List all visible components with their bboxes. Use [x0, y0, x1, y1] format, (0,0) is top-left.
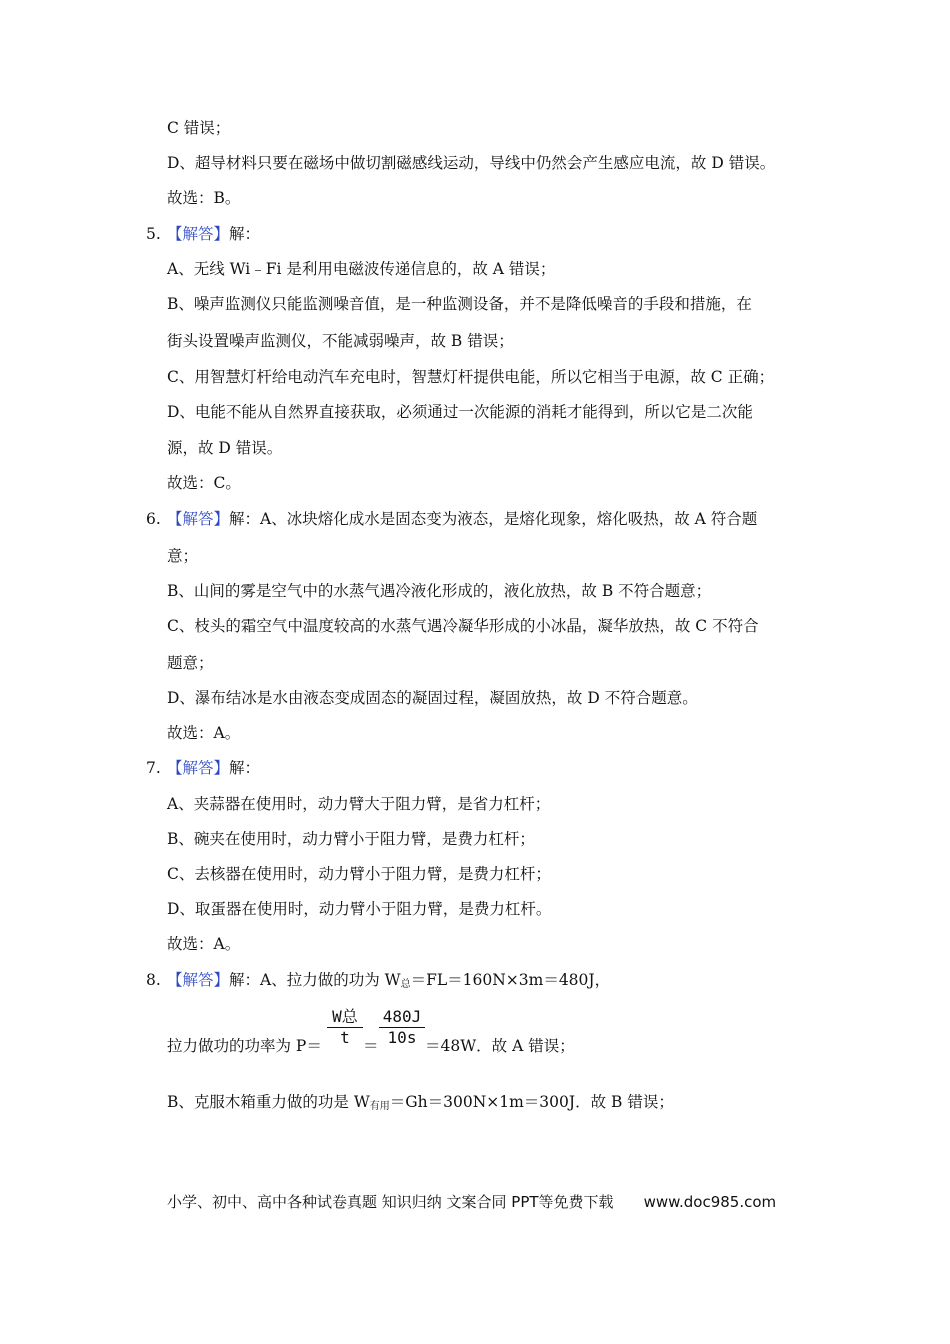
question-7-heading: 【解答】解： — [167, 759, 261, 777]
text-line: C、枝头的霜空气中温度较高的水蒸气遇冷凝华形成的小冰晶，凝华放热，故 C 不符合 — [167, 617, 759, 635]
question-number: 5. — [146, 225, 161, 243]
text-line: D、电能不能从自然界直接获取，必须通过一次能源的消耗才能得到，所以它是二次能 — [167, 403, 753, 421]
page-footer — [167, 1191, 776, 1212]
answer-line: 故选：C。 — [167, 474, 241, 492]
text-line: 意； — [167, 547, 199, 565]
answer-line: 故选：A。 — [167, 724, 241, 742]
answer-tag: 【解答】 — [167, 759, 230, 777]
question-5-heading: 【解答】解： — [167, 225, 261, 243]
question-6-heading: 【解答】解：A、冰块熔化成水是固态变为液态，是熔化现象，熔化吸热，故 A 符合题 — [167, 510, 758, 528]
text-line: B、噪声监测仪只能监测噪音值，是一种监测设备，并不是降低噪音的手段和措施，在 — [167, 295, 752, 313]
text-line: 街头设置噪声监测仪，不能减弱噪声，故 B 错误； — [167, 332, 514, 350]
formula-fraction: W总 t — [327, 1007, 363, 1048]
text-line: D、瀑布结冰是水由液态变成固态的凝固过程，凝固放热，故 D 不符合题意。 — [167, 689, 698, 707]
answer-line: 故选：A。 — [167, 935, 241, 953]
text-line: C、去核器在使用时，动力臂小于阻力臂，是费力杠杆； — [167, 865, 551, 883]
footer-url[interactable]: www.doc985.com — [643, 1193, 777, 1211]
text-line: C、用智慧灯杆给电动汽车充电时，智慧灯杆提供电能，所以它相当于电源，故 C 正确； — [167, 368, 775, 386]
text-line: 源，故 D 错误。 — [167, 439, 283, 457]
answer-tag: 【解答】 — [167, 225, 230, 243]
text-line: A、夹蒜器在使用时，动力臂大于阻力臂，是省力杠杆； — [167, 795, 551, 813]
text-line: ＝48W．故 A 错误； — [425, 1037, 575, 1055]
text-line: 题意； — [167, 654, 214, 672]
equals-sign: ＝ — [363, 1037, 379, 1055]
answer-line: 故选：B。 — [167, 189, 241, 207]
question-number: 7. — [146, 759, 161, 777]
text-line: D、取蛋器在使用时，动力臂小于阻力臂，是费力杠杆。 — [167, 900, 552, 918]
answer-tag: 【解答】 — [167, 971, 230, 989]
question-number: 6. — [146, 510, 161, 528]
question-number: 8. — [146, 971, 161, 989]
question-8-heading: 【解答】解：A、拉力做的功为 $W_总=FL=160N\times 3m=480J$， — [167, 971, 611, 990]
text-line: A、无线 Wi﹣Fi 是利用电磁波传递信息的，故 A 错误； — [167, 260, 556, 278]
text-line: B、碗夹在使用时，动力臂小于阻力臂，是费力杠杆； — [167, 830, 535, 848]
answer-tag: 【解答】 — [167, 510, 230, 528]
text-line: 拉力做功的功率为 P＝ — [167, 1037, 322, 1055]
text-line: B、山间的雾是空气中的水蒸气遇冷液化形成的，液化放热，故 B 不符合题意； — [167, 582, 712, 600]
text-line: D、超导材料只要在磁场中做切割磁感线运动，导线中仍然会产生感应电流，故 D 错误。 — [167, 154, 776, 172]
text-line: B、克服木箱重力做的功是 $W_{有用}=Gh=300N\times 1m=300J$．故 B 错误； — [167, 1093, 674, 1112]
footer-text: 小学、初中、高中各种试卷真题 知识归纳 文案合同 PPT等免费下载 — [167, 1193, 614, 1211]
text-line: C 错误； — [167, 119, 231, 137]
formula-fraction: 480J 10s — [379, 1007, 425, 1048]
